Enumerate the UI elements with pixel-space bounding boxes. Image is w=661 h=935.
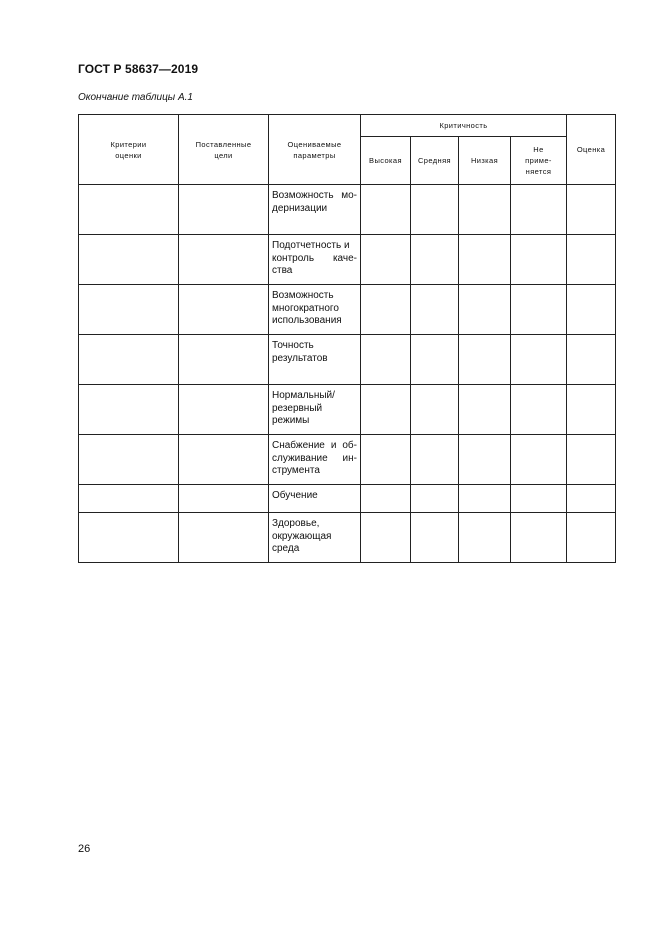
- table-row: [79, 285, 616, 335]
- cell-param: [269, 513, 361, 563]
- table-row: [79, 435, 616, 485]
- cell-low: [459, 385, 511, 435]
- table-row: [79, 235, 616, 285]
- cell-score: [567, 485, 616, 513]
- cell-high: [361, 285, 411, 335]
- cell-not-applicable: [511, 513, 567, 563]
- param-line: Точность: [272, 340, 314, 351]
- cell-goals: [179, 285, 269, 335]
- table-row: [79, 335, 616, 385]
- evaluation-table: [78, 114, 616, 563]
- header-criticality: Критичность: [361, 115, 567, 137]
- cell-medium: [411, 185, 459, 235]
- header-not-applicable: [511, 137, 567, 185]
- table-row: [79, 385, 616, 435]
- table-row: [79, 185, 616, 235]
- cell-medium: [411, 513, 459, 563]
- cell-high: [361, 335, 411, 385]
- param-line: Возможность: [272, 290, 334, 301]
- cell-high: [361, 235, 411, 285]
- cell-param: [269, 185, 361, 235]
- header-goals: [179, 115, 269, 185]
- cell-score: [567, 513, 616, 563]
- cell-medium: [411, 485, 459, 513]
- param-line: режимы: [272, 415, 310, 426]
- cell-medium: [411, 385, 459, 435]
- cell-low: [459, 513, 511, 563]
- cell-goals: [179, 235, 269, 285]
- cell-score: [567, 185, 616, 235]
- cell-criteria: [79, 235, 179, 285]
- cell-goals: [179, 435, 269, 485]
- param-line: многократного: [272, 302, 339, 314]
- cell-score: [567, 385, 616, 435]
- cell-not-applicable: [511, 235, 567, 285]
- param-line: результатов: [272, 352, 328, 364]
- cell-not-applicable: [511, 185, 567, 235]
- cell-high: [361, 513, 411, 563]
- cell-param: [269, 435, 361, 485]
- cell-high: [361, 485, 411, 513]
- table-caption: Окончание таблицы А.1: [78, 92, 193, 103]
- param-line: Подотчетность и: [272, 240, 350, 251]
- cell-medium: [411, 335, 459, 385]
- param-line: Здоровье,: [272, 518, 320, 529]
- cell-not-applicable: [511, 335, 567, 385]
- cell-score: [567, 335, 616, 385]
- header-medium: Средняя: [411, 137, 459, 185]
- param-line: среда: [272, 543, 300, 554]
- param-line: служивание ин-: [272, 452, 357, 464]
- cell-high: [361, 185, 411, 235]
- cell-not-applicable: [511, 385, 567, 435]
- page-number: 26: [78, 843, 91, 855]
- table-row: [79, 513, 616, 563]
- cell-score: [567, 235, 616, 285]
- param-line: ства: [272, 265, 293, 276]
- cell-low: [459, 235, 511, 285]
- param-line: использования: [272, 315, 342, 326]
- param-line: Возможность мо-: [272, 190, 357, 201]
- cell-goals: [179, 185, 269, 235]
- cell-goals: [179, 385, 269, 435]
- param-line: контроль каче-: [272, 252, 357, 264]
- param-line: резервный: [272, 402, 323, 414]
- cell-goals: [179, 335, 269, 385]
- cell-score: [567, 285, 616, 335]
- cell-criteria: [79, 335, 179, 385]
- cell-high: [361, 385, 411, 435]
- cell-criteria: [79, 435, 179, 485]
- param-line: Обучение: [272, 490, 318, 501]
- cell-medium: [411, 435, 459, 485]
- cell-param: [269, 385, 361, 435]
- cell-not-applicable: [511, 485, 567, 513]
- table-row: [79, 485, 616, 513]
- cell-criteria: [79, 185, 179, 235]
- cell-not-applicable: [511, 435, 567, 485]
- cell-param: [269, 335, 361, 385]
- param-line: Нормальный/: [272, 390, 335, 401]
- cell-low: [459, 435, 511, 485]
- header-low: Низкая: [459, 137, 511, 185]
- header-params-label: Оцениваемые параметры: [287, 139, 342, 160]
- cell-param: [269, 485, 361, 513]
- param-line: Снабжение и об-: [272, 440, 357, 451]
- cell-medium: [411, 235, 459, 285]
- cell-low: [459, 485, 511, 513]
- cell-param: [269, 235, 361, 285]
- header-criteria-label: Критерии оценки: [110, 139, 147, 160]
- param-line: дернизации: [272, 202, 328, 214]
- param-line: струмента: [272, 465, 320, 476]
- cell-not-applicable: [511, 285, 567, 335]
- cell-goals: [179, 485, 269, 513]
- cell-high: [361, 435, 411, 485]
- cell-criteria: [79, 513, 179, 563]
- cell-param: [269, 285, 361, 335]
- cell-score: [567, 435, 616, 485]
- header-params: [269, 115, 361, 185]
- header-criteria: [79, 115, 179, 185]
- cell-low: [459, 185, 511, 235]
- cell-criteria: [79, 285, 179, 335]
- header-not-applicable-label: Не приме-няется: [525, 145, 552, 176]
- header-high: Высокая: [361, 137, 411, 185]
- cell-criteria: [79, 385, 179, 435]
- header-goals-label: Поставленные цели: [195, 139, 252, 160]
- cell-medium: [411, 285, 459, 335]
- cell-goals: [179, 513, 269, 563]
- document-header: ГОСТ Р 58637—2019: [78, 62, 199, 76]
- param-line: окружающая: [272, 530, 332, 542]
- cell-low: [459, 285, 511, 335]
- cell-criteria: [79, 485, 179, 513]
- header-score: Оценка: [567, 115, 616, 185]
- cell-low: [459, 335, 511, 385]
